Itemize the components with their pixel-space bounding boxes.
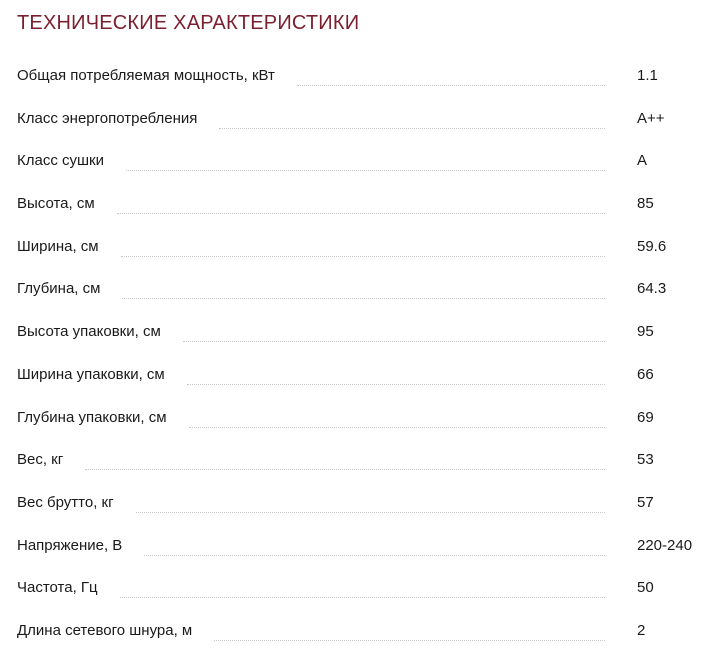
spec-row (17, 611, 708, 654)
spec-value: 2 (637, 621, 646, 639)
section-title: ТЕХНИЧЕСКИЕ ХАРАКТЕРИСТИКИ (17, 12, 360, 34)
spec-value: 57 (637, 493, 654, 511)
spec-value: 50 (637, 579, 654, 597)
dotted-leader (189, 427, 605, 428)
spec-label: Класс сушки (17, 152, 104, 170)
spec-label: Вес брутто, кг (17, 493, 114, 511)
spec-value: 53 (637, 451, 654, 469)
dotted-leader (183, 341, 605, 342)
spec-value: 59.6 (637, 237, 667, 255)
dotted-leader (219, 128, 605, 129)
spec-row (17, 269, 708, 312)
spec-row (17, 398, 708, 441)
dotted-leader (187, 384, 605, 385)
dotted-leader (122, 298, 605, 299)
spec-value: 95 (637, 323, 654, 341)
spec-row (17, 184, 708, 227)
spec-row (17, 141, 708, 184)
dotted-leader (126, 170, 605, 171)
spec-label: Частота, Гц (17, 579, 98, 597)
dotted-leader (117, 213, 605, 214)
spec-label: Вес, кг (17, 451, 64, 469)
dotted-leader (136, 512, 605, 513)
spec-label: Ширина упаковки, см (17, 365, 165, 383)
spec-value: 85 (637, 195, 654, 213)
spec-label: Ширина, см (17, 237, 99, 255)
spec-value: 66 (637, 365, 654, 383)
spec-label: Класс энергопотребления (17, 109, 198, 127)
spec-value: A++ (637, 109, 665, 127)
spec-value: 69 (637, 408, 654, 426)
spec-row (17, 483, 708, 526)
spec-row (17, 526, 708, 569)
spec-row (17, 227, 708, 270)
spec-row (17, 440, 708, 483)
dotted-leader (121, 256, 605, 257)
spec-value: 64.3 (637, 280, 667, 298)
spec-row (17, 56, 708, 99)
spec-row (17, 568, 708, 611)
spec-label: Высота, см (17, 195, 95, 213)
dotted-leader (85, 469, 605, 470)
spec-value: 220-240 (637, 536, 693, 554)
dotted-leader (120, 597, 605, 598)
spec-list (17, 56, 708, 654)
spec-label: Высота упаковки, см (17, 323, 161, 341)
spec-label: Глубина, см (17, 280, 101, 298)
dotted-leader (297, 85, 605, 86)
spec-row (17, 99, 708, 142)
spec-value: A (637, 152, 648, 170)
spec-label: Общая потребляемая мощность, кВт (17, 67, 275, 84)
spec-label: Длина сетевого шнура, м (17, 621, 193, 639)
dotted-leader (214, 640, 605, 641)
spec-row (17, 312, 708, 355)
spec-row (17, 355, 708, 398)
spec-label: Глубина упаковки, см (17, 408, 167, 426)
dotted-leader (144, 555, 605, 556)
spec-value: 1.1 (637, 67, 658, 84)
spec-label: Напряжение, В (17, 536, 123, 554)
